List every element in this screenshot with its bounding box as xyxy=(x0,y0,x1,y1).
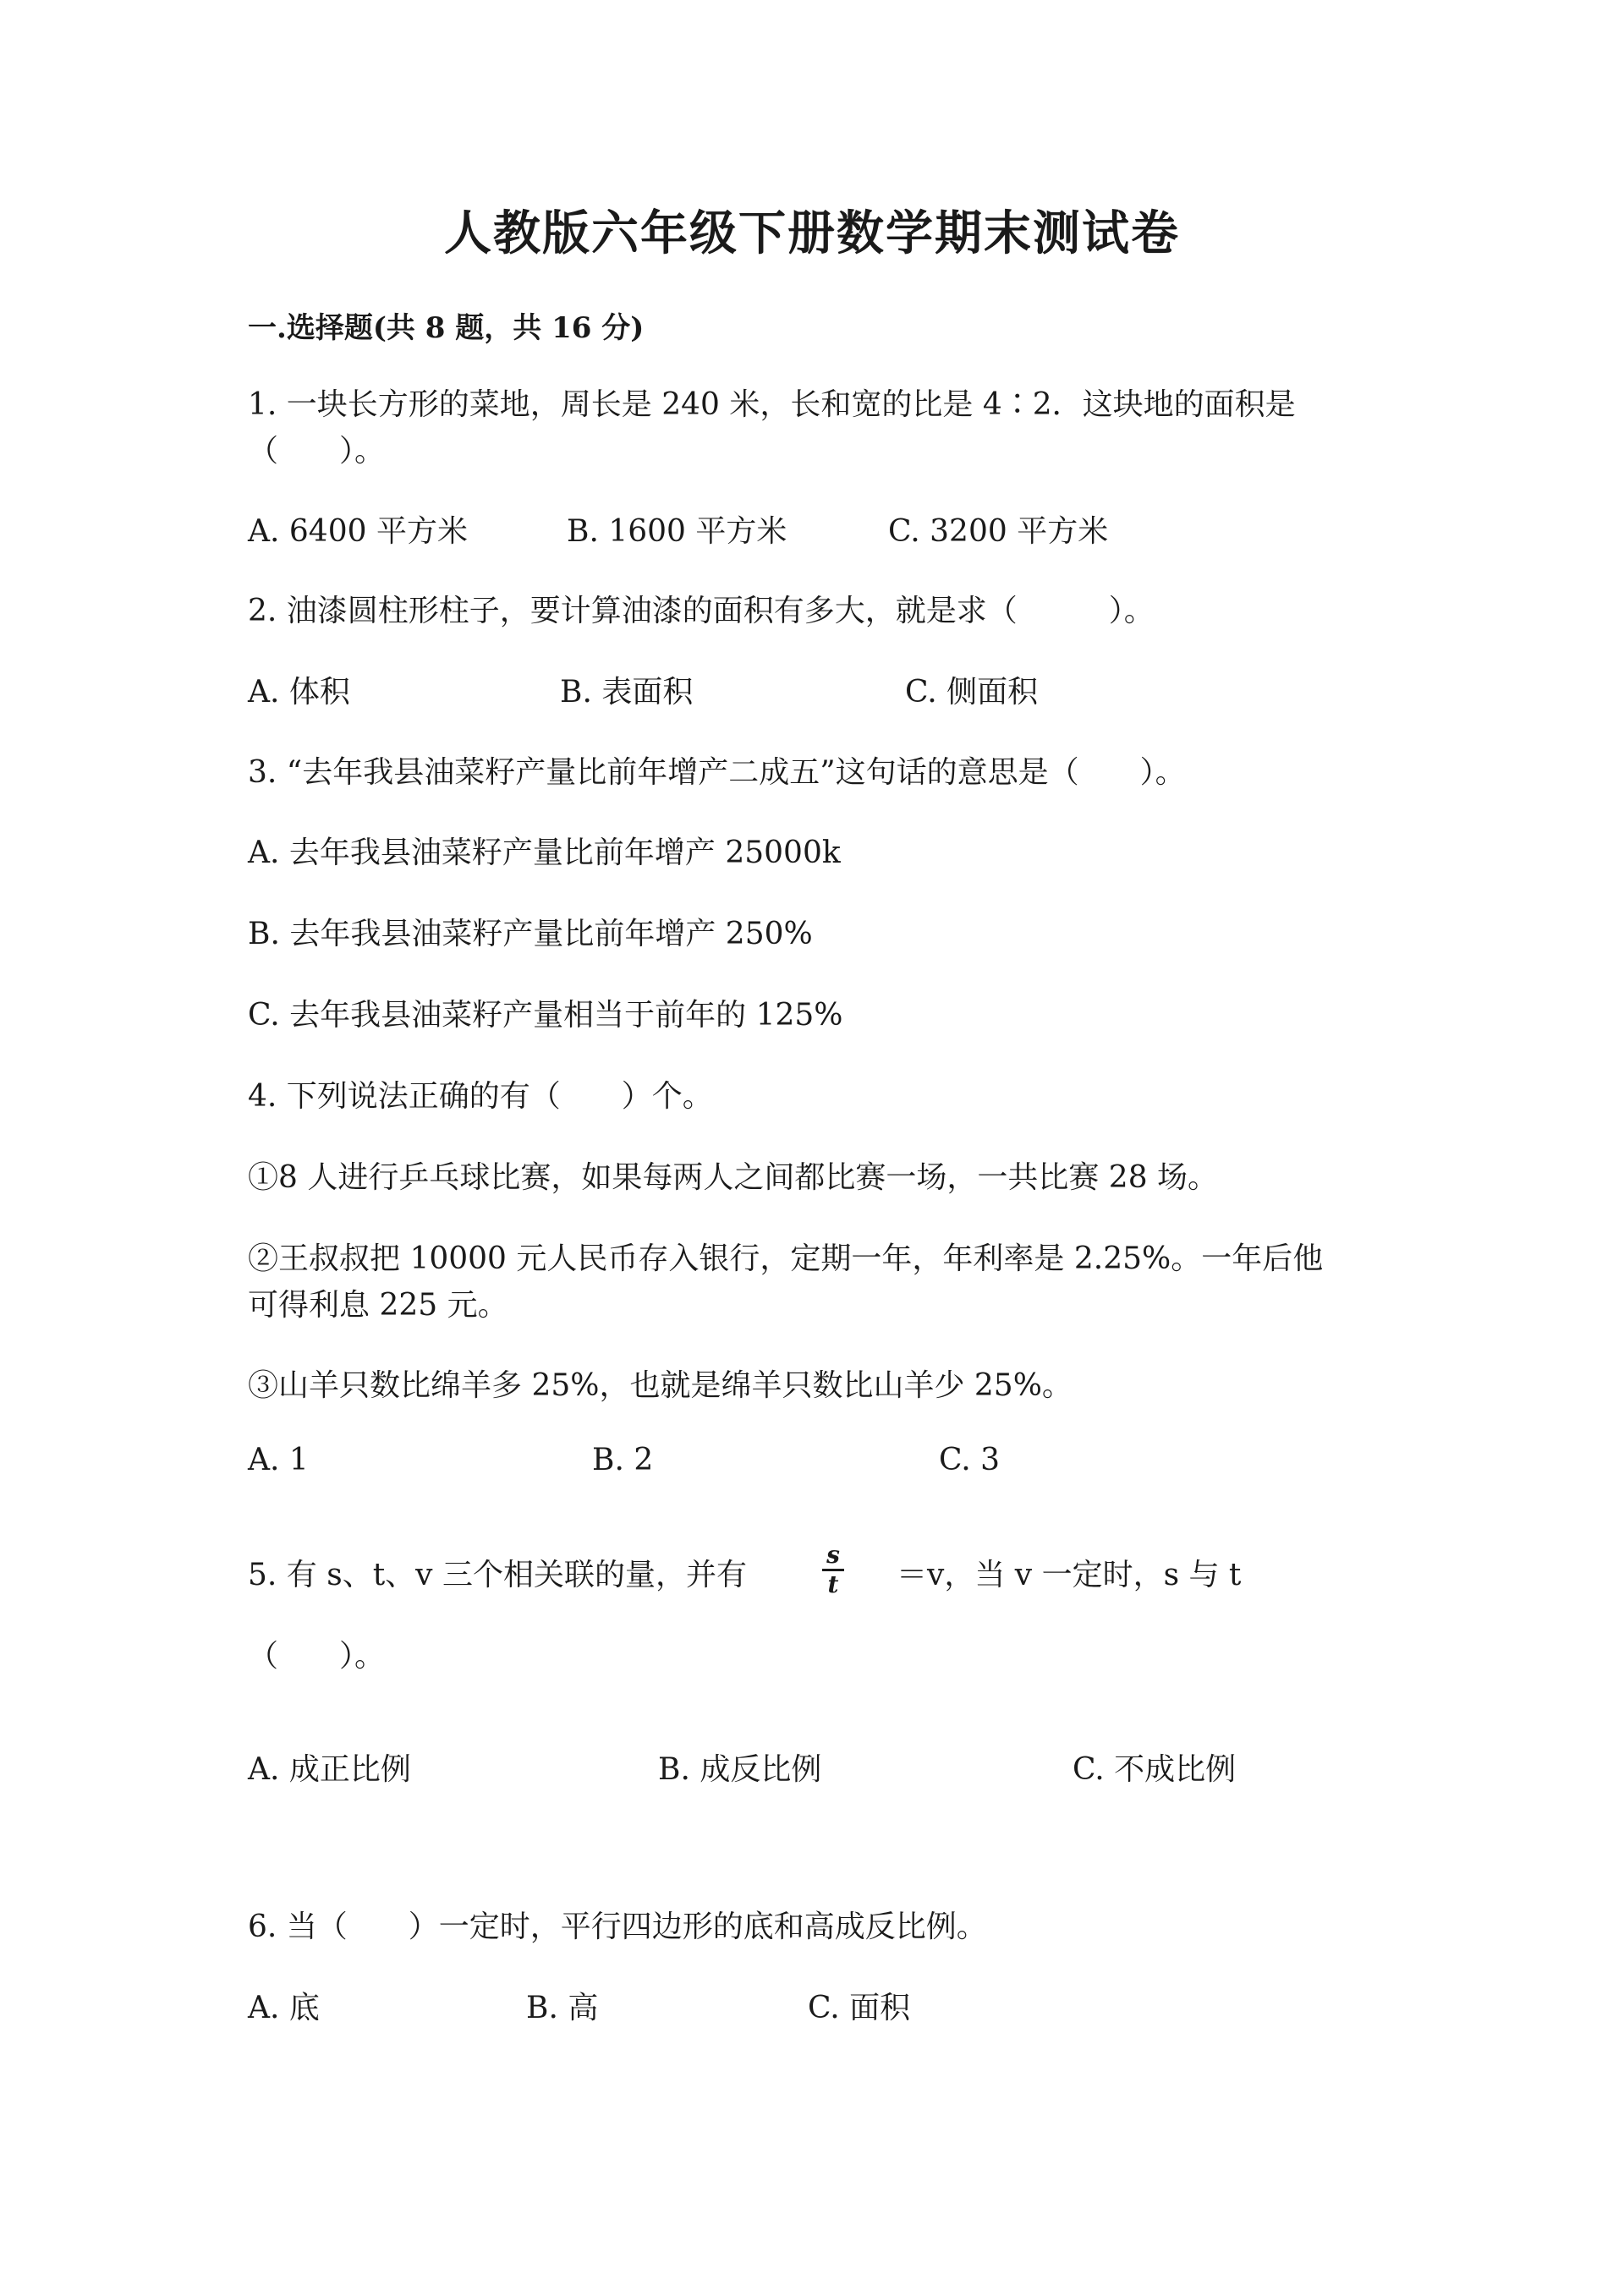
fraction-numerator: s xyxy=(826,1541,840,1569)
question-2-option-b: B. 表面积 xyxy=(560,675,694,710)
page-title: 人教版六年级下册数学期末测试卷 xyxy=(444,205,1180,261)
question-3-option-a: A. 去年我县油菜籽产量比前年增产 25000k xyxy=(248,836,841,870)
fraction-s-over-t xyxy=(822,1543,844,1597)
section-heading: 一.选择题(共 8 题，共 16 分) xyxy=(248,311,645,345)
question-6-option-a: A. 底 xyxy=(248,1991,320,2025)
question-1-option-c: C. 3200 平方米 xyxy=(888,514,1109,549)
question-4-stem: 4. 下列说法正确的有（ ）个。 xyxy=(248,1079,713,1114)
question-4-statement-1: ①8 人进行乒乓球比赛，如果每两人之间都比赛一场，一共比赛 28 场。 xyxy=(248,1160,1219,1195)
question-1-stem-cont: （ ）。 xyxy=(248,434,386,469)
question-4-statement-2-cont: 可得利息 225 元。 xyxy=(248,1288,508,1323)
question-5-stem-tail: ＝v，当 v 一定时，s 与 t xyxy=(897,1558,1242,1592)
question-5-stem: 5. 有 s、t、v 三个相关联的量，并有 xyxy=(248,1558,747,1592)
question-6-option-b: B. 高 xyxy=(526,1991,599,2025)
question-2-option-a: A. 体积 xyxy=(248,675,350,710)
question-5-option-b: B. 成反比例 xyxy=(658,1752,822,1787)
question-5-stem-cont: （ ）。 xyxy=(248,1639,386,1674)
question-3-option-c: C. 去年我县油菜籽产量相当于前年的 125% xyxy=(248,998,843,1033)
question-3-option-b: B. 去年我县油菜籽产量比前年增产 250% xyxy=(248,917,813,951)
question-4-option-c: C. 3 xyxy=(939,1443,1001,1477)
question-6-stem: 6. 当（ ）一定时，平行四边形的底和高成反比例。 xyxy=(248,1910,987,1944)
question-1-option-b: B. 1600 平方米 xyxy=(567,514,787,549)
question-2-stem: 2. 油漆圆柱形柱子，要计算油漆的面积有多大，就是求（ ）。 xyxy=(248,594,1155,628)
question-1-stem: 1. 一块长方形的菜地，周长是 240 米，长和宽的比是 4∶2．这块地的面积是 xyxy=(248,387,1296,422)
question-6-option-c: C. 面积 xyxy=(808,1991,911,2025)
question-4-statement-3: ③山羊只数比绵羊多 25%，也就是绵羊只数比山羊少 25%。 xyxy=(248,1368,1073,1403)
question-4-option-b: B. 2 xyxy=(592,1443,654,1477)
question-3-stem: 3. “去年我县油菜籽产量比前年增产二成五”这句话的意思是（ ）。 xyxy=(248,755,1186,790)
fraction-denominator: t xyxy=(827,1570,839,1598)
question-2-option-c: C. 侧面积 xyxy=(905,675,1039,710)
question-4-option-a: A. 1 xyxy=(248,1443,309,1477)
question-5-option-c: C. 不成比例 xyxy=(1073,1752,1237,1787)
question-4-statement-2: ②王叔叔把 10000 元人民币存入银行，定期一年，年利率是 2.25%。一年后他 xyxy=(248,1241,1324,1276)
question-5-option-a: A. 成正比例 xyxy=(248,1752,411,1787)
question-1-option-a: A. 6400 平方米 xyxy=(248,514,468,549)
